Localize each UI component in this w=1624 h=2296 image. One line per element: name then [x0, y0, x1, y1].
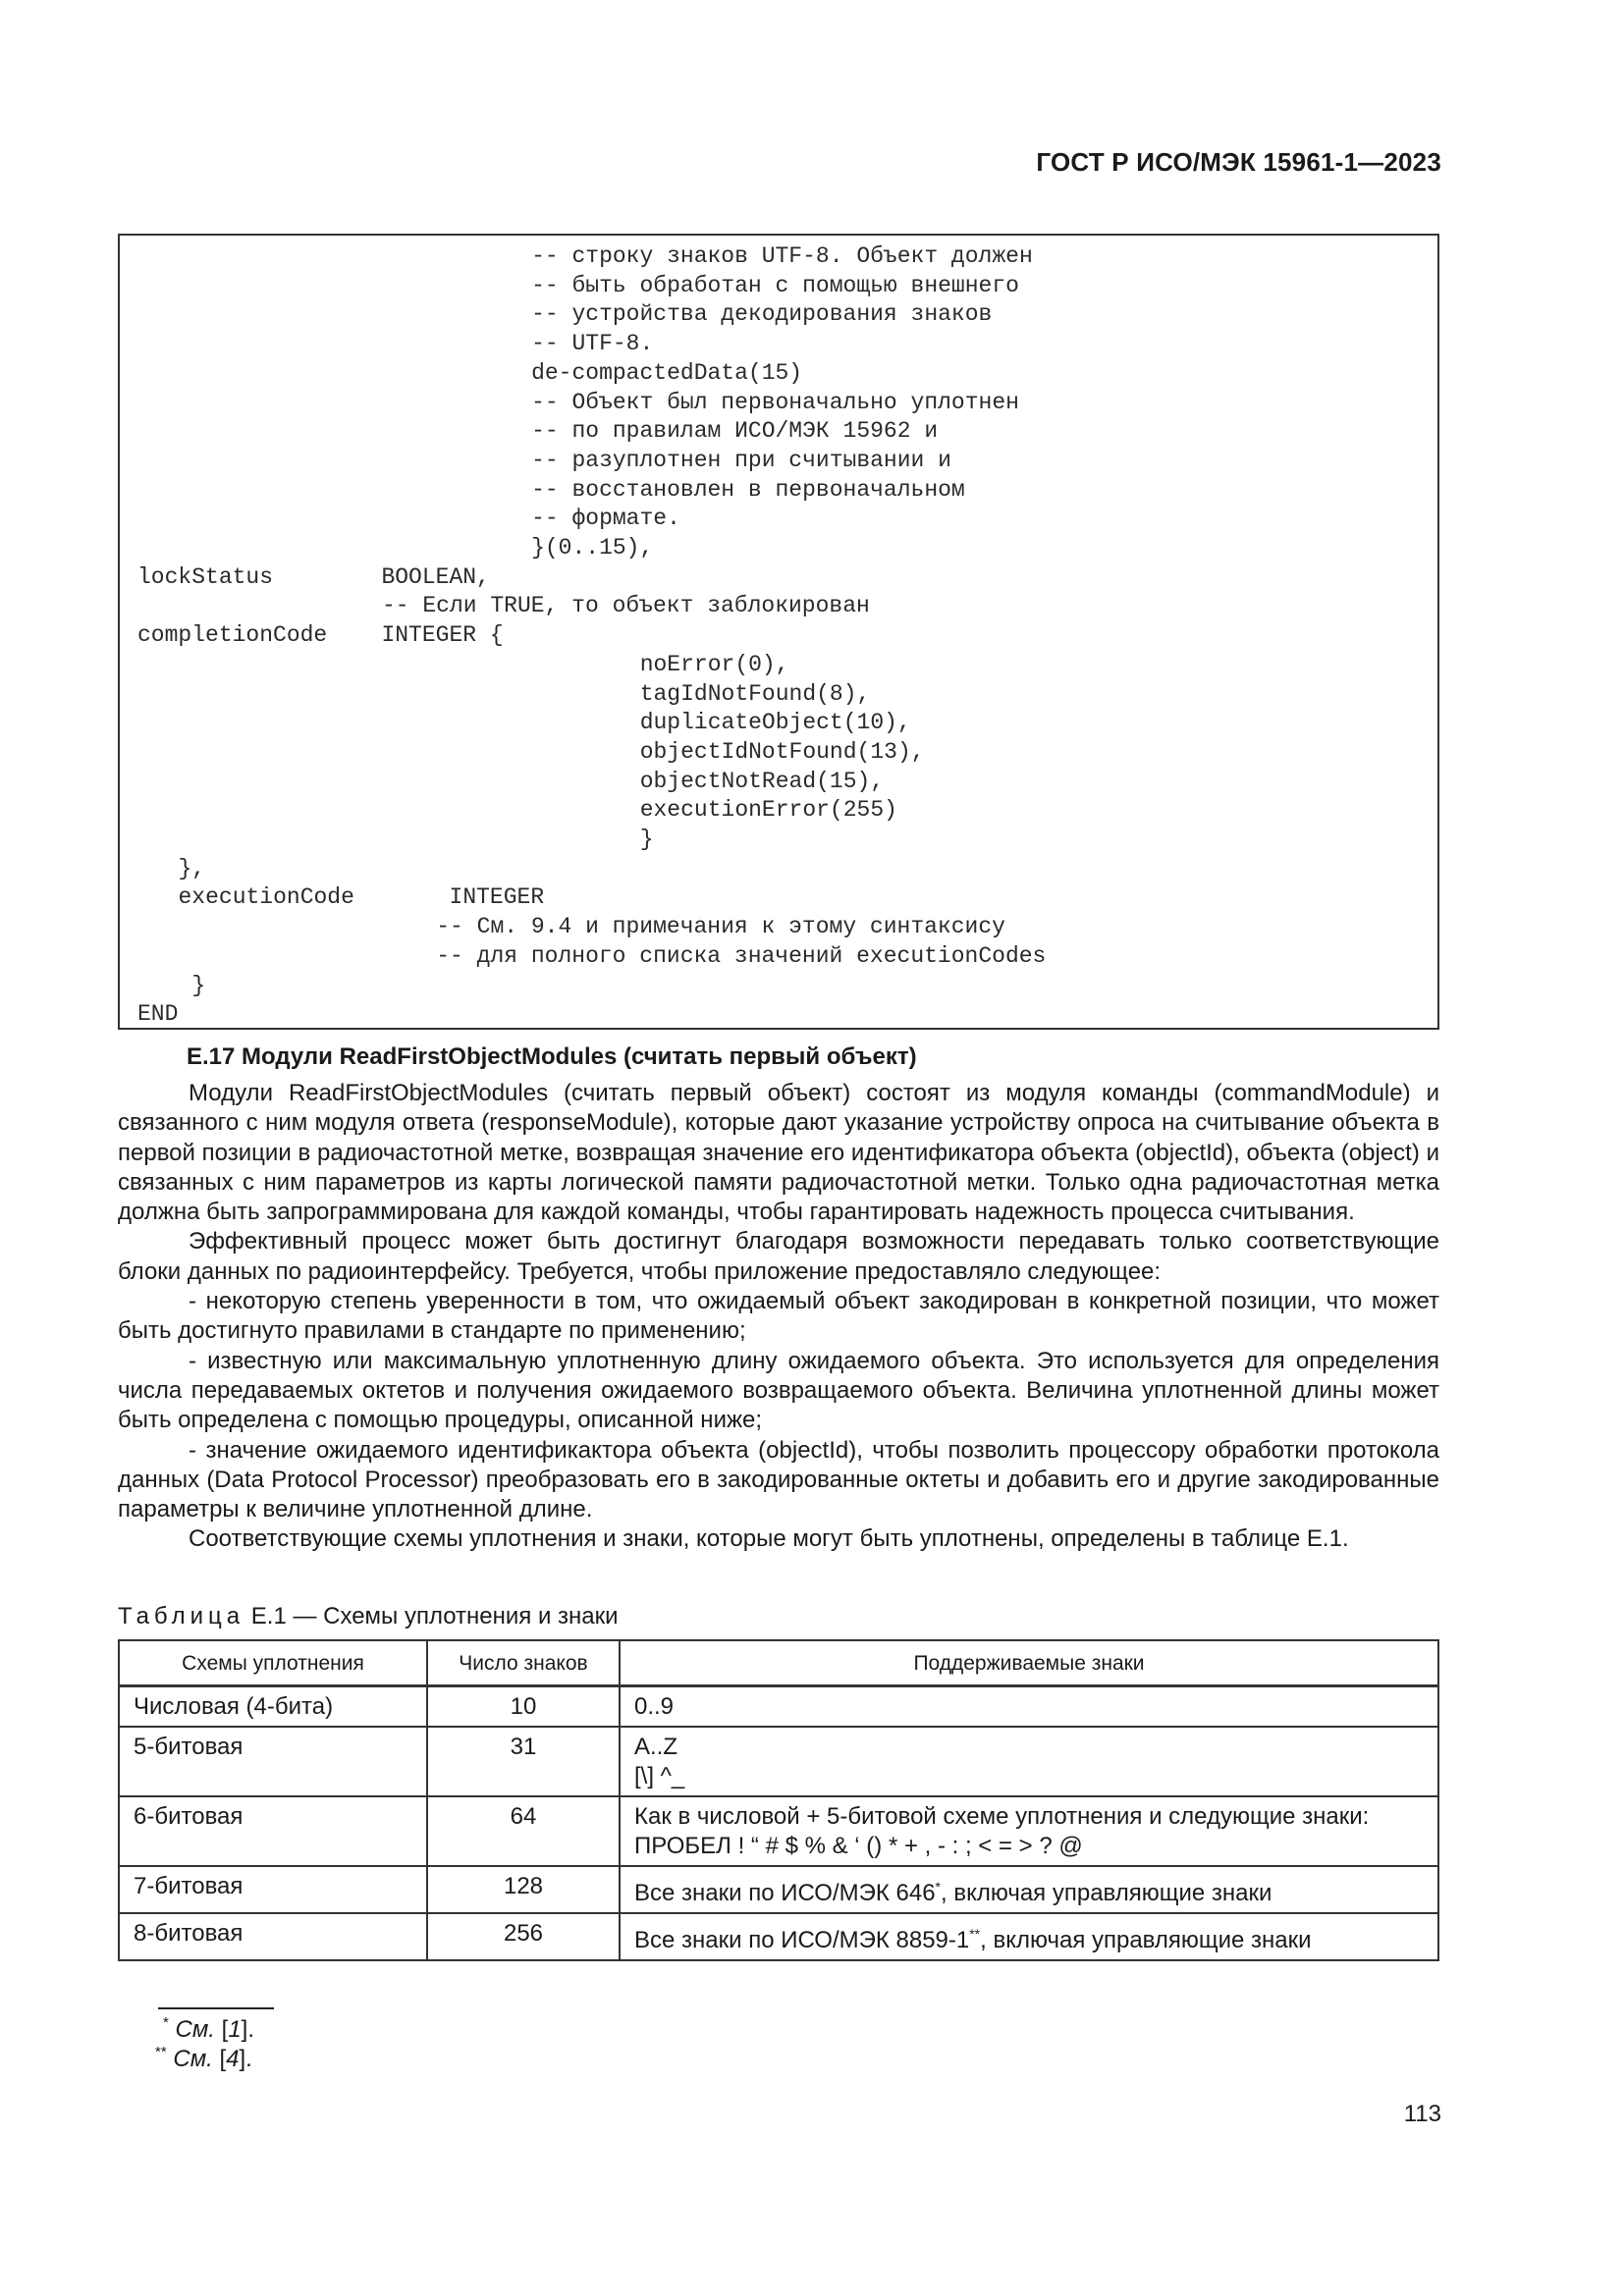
footnote-ref: ** [969, 1926, 981, 1942]
footnote-mark: ** [155, 2044, 167, 2060]
table-row [119, 1913, 1438, 1960]
chars-text: , включая управляющие знаки [941, 1880, 1272, 1906]
table-row [119, 1727, 1438, 1796]
count-cell: 128 [427, 1866, 620, 1913]
code-line: } [639, 827, 654, 852]
footnote-bracket: ]. [239, 2046, 252, 2072]
code-line: executionCode INTEGER [178, 884, 545, 911]
table-row [119, 1796, 1438, 1866]
chars-cell [620, 1727, 1438, 1796]
code-line: -- для полного списка значений executionCodes [436, 942, 1047, 969]
code-line: } [191, 972, 206, 998]
paragraph: - некоторую степень уверенности в том, что ожидаемый объект закодирован в конкретной позиции, что может быть достигнуто правилами в стандарте по применению; [118, 1288, 1439, 1345]
chars-line: A..Z [634, 1734, 678, 1760]
footnote [155, 2044, 252, 2073]
count-cell: 31 [427, 1727, 620, 1796]
code-line: -- UTF-8. [531, 331, 654, 357]
scheme-cell: 6-битовая [119, 1796, 427, 1866]
chars-line: ПРОБЕЛ ! “ # $ % & ‘ () * + , - : ; < = > ? @ [634, 1833, 1083, 1859]
chars-cell [620, 1866, 1438, 1913]
column-header: Схемы уплотнения [119, 1640, 427, 1686]
footnote-bracket: ]. [241, 2016, 255, 2043]
table-row [119, 1866, 1438, 1913]
table-caption-text: Е.1 — Схемы уплотнения и знаки [244, 1603, 619, 1629]
column-header: Число знаков [427, 1640, 620, 1686]
code-line: -- Если TRUE, то объект заблокирован [381, 593, 870, 619]
section-title: Е.17 Модули ReadFirstObjectModules (считать первый объект) [187, 1043, 917, 1070]
compaction-schemes-table [118, 1639, 1439, 1961]
paragraph: Соответствующие схемы уплотнения и знаки, которые могут быть уплотнены, определены в таблице Е.1. [189, 1525, 1349, 1553]
code-line: noError(0), [639, 651, 789, 677]
scheme-cell: 5-битовая [119, 1727, 427, 1796]
code-line: completionCode INTEGER { [137, 622, 504, 649]
table-header-row [119, 1640, 1438, 1686]
code-line: tagIdNotFound(8), [639, 680, 871, 707]
code-line: executionError(255) [639, 797, 897, 824]
chars-cell [620, 1796, 1438, 1866]
chars-cell [620, 1913, 1438, 1960]
table-caption-prefix: Таблица [118, 1603, 245, 1629]
code-line: -- восстановлен в первоначальном [531, 476, 965, 503]
document-standard-header: ГОСТ Р ИСО/МЭК 15961-1—2023 [1036, 147, 1441, 177]
footnote-ref-number: 1 [228, 2016, 242, 2043]
section-body [118, 1079, 1439, 1555]
code-line: lockStatus BOOLEAN, [137, 563, 490, 590]
paragraph: - известную или максимальную уплотненную длину ожидаемого объекта. Это используется для определения числа передаваемых октетов и получения ожидаемого возвращаемого объекта. Величина уплотненной длины может быть определена с помощью процедуры, описанной ниже; [118, 1347, 1439, 1434]
code-line: duplicateObject(10), [639, 710, 911, 736]
code-line: objectNotRead(15), [639, 768, 885, 794]
chars-text: Все знаки по ИСО/МЭК 646 [634, 1880, 936, 1906]
code-line: objectIdNotFound(13), [639, 738, 925, 765]
page-number: 113 [1403, 2101, 1441, 2127]
scheme-cell: 8-битовая [119, 1913, 427, 1960]
footnote-divider [158, 2007, 274, 2009]
count-cell: 10 [427, 1686, 620, 1728]
footnote-see: См. [173, 2046, 213, 2072]
column-header: Поддерживаемые знаки [620, 1640, 1438, 1686]
code-line: -- устройства декодирования знаков [531, 301, 993, 328]
code-line: -- Объект был первоначально уплотнен [531, 389, 1019, 415]
code-line: -- формате. [531, 506, 680, 532]
footnote-ref-number: 4 [226, 2046, 240, 2072]
footnote-mark: * [163, 2014, 169, 2031]
code-line: -- строку знаков UTF-8. Объект должен [531, 243, 1033, 269]
footnote-see: См. [175, 2016, 215, 2043]
asn1-code-block [118, 234, 1439, 1030]
footnote-bracket: [ [214, 2016, 229, 2043]
table-caption [118, 1603, 619, 1630]
table-row [119, 1686, 1438, 1728]
code-line: -- по правилам ИСО/МЭК 15962 и [531, 418, 939, 445]
scheme-cell: 7-битовая [119, 1866, 427, 1913]
chars-line: [\] ^_ [634, 1763, 685, 1789]
code-line: }(0..15), [531, 535, 654, 561]
count-cell: 64 [427, 1796, 620, 1866]
chars-cell: 0..9 [620, 1686, 1438, 1728]
scheme-cell: Числовая (4-бита) [119, 1686, 427, 1728]
code-line: -- быть обработан с помощью внешнего [531, 272, 1019, 298]
chars-text: , включая управляющие знаки [980, 1927, 1312, 1953]
paragraph: Эффективный процесс может быть достигнут благодаря возможности передавать только соответствующие блоки данных по радиоинтерфейсу. Требуется, чтобы приложение предоставляло следующее: [118, 1228, 1439, 1285]
paragraph: - значение ожидаемого идентификактора объекта (objectId), чтобы позволить процессору обработки протокола данных (Data Protocol Processor) преобразовать его в закодированные октеты и добавить его и другие закодированные параметры к величине уплотненной длине. [118, 1436, 1439, 1523]
footnote-bracket: [ [212, 2046, 227, 2072]
code-line: -- разуплотнен при считывании и [531, 447, 951, 473]
chars-line: Как в числовой + 5-битовой схеме уплотнения и следующие знаки: [634, 1803, 1370, 1830]
paragraph: Модули ReadFirstObjectModules (считать первый объект) состоят из модуля команды (commandModule) и связанного с ним модуля ответа (responseModule), которые дают указание устройству опроса на считывание объекта в первой позиции в радиочастотной метке, возвращая значение его идентификатора объекта (objectId), объекта (object) и связанных с ним параметров из карты логической памяти радиочастотной метки. Только одна радиочастотная метка должна быть запрограммирована для каждой команды, чтобы гарантировать надежность процесса считывания. [118, 1080, 1439, 1226]
count-cell: 256 [427, 1913, 620, 1960]
chars-text: Все знаки по ИСО/МЭК 8859-1 [634, 1927, 970, 1953]
code-line: }, [178, 855, 206, 881]
code-line: -- См. 9.4 и примечания к этому синтаксису [436, 914, 1005, 940]
footnote [163, 2014, 254, 2044]
footnote-ref: * [935, 1879, 941, 1895]
code-line: de-compactedData(15) [531, 359, 803, 386]
code-line: END [137, 1001, 179, 1028]
